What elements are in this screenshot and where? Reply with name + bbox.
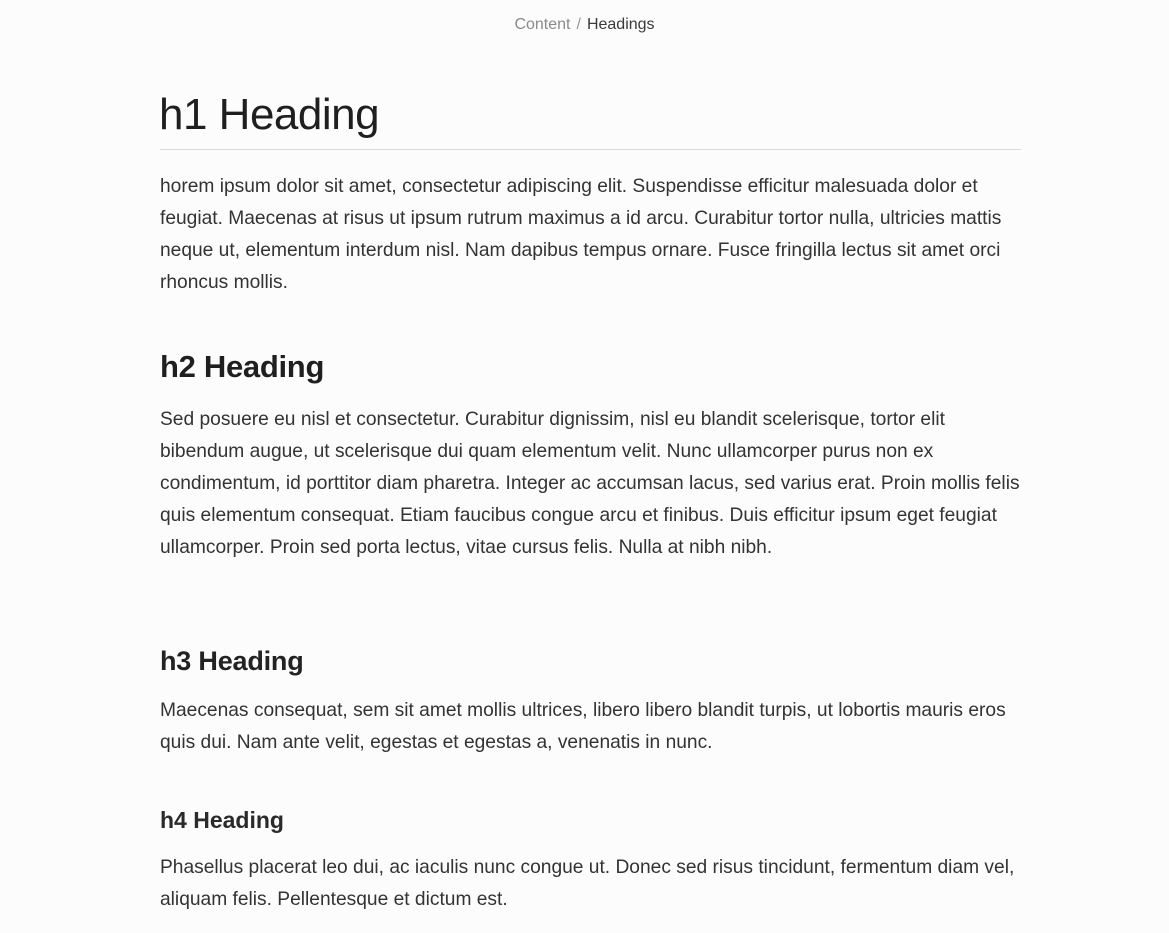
breadcrumb-current-page: Headings [586, 16, 655, 33]
h4-heading: h4 Heading [160, 807, 284, 833]
breadcrumb-separator: / [576, 16, 581, 33]
h4-paragraph: Phasellus placerat leo dui, ac iaculis nunc congue ut. Donec sed risus tincidunt, fermentum diam vel, aliquam felis. Pellentesque et dictum est. [160, 857, 1015, 910]
h1-paragraph: horem ipsum dolor sit amet, consectetur adipiscing elit. Suspendisse efficitur malesuada dolor et feugiat. Maecenas at risus ut ipsum rutrum maximus a id arcu. Curabitur tortor nulla, ultricies mattis neque ut, elementum interdum nisl. Nam dapibus tempus ornare. Fusce fringilla lectus sit amet orci rhoncus mollis. [160, 176, 1002, 293]
h1-divider [160, 149, 1021, 150]
breadcrumb-link-content[interactable]: Content [514, 16, 571, 33]
h2-paragraph: Sed posuere eu nisl et consectetur. Curabitur dignissim, nisl eu blandit scelerisque, tortor elit bibendum augue, ut scelerisque dui quam elementum velit. Nunc ullamcorper purus non ex condimentum, id porttitor diam pharetra. Integer ac accumsan lacus, sed varius erat. Proin mollis felis quis elementum consequat. Etiam faucibus congue arcu et finibus. Duis efficitur ipsum eget feugiat ullamcorper. Proin sed porta lectus, vitae cursus felis. Nulla at nibh nibh. [160, 409, 1020, 558]
h1-heading: h1 Heading [159, 90, 380, 139]
h2-heading: h2 Heading [160, 349, 325, 384]
h3-paragraph: Maecenas consequat, sem sit amet mollis ultrices, libero libero blandit turpis, ut lobortis mauris eros quis dui. Nam ante velit, egestas et egestas a, venenatis in nunc. [160, 700, 1006, 753]
h3-heading: h3 Heading [160, 646, 304, 676]
breadcrumb [0, 14, 1169, 36]
